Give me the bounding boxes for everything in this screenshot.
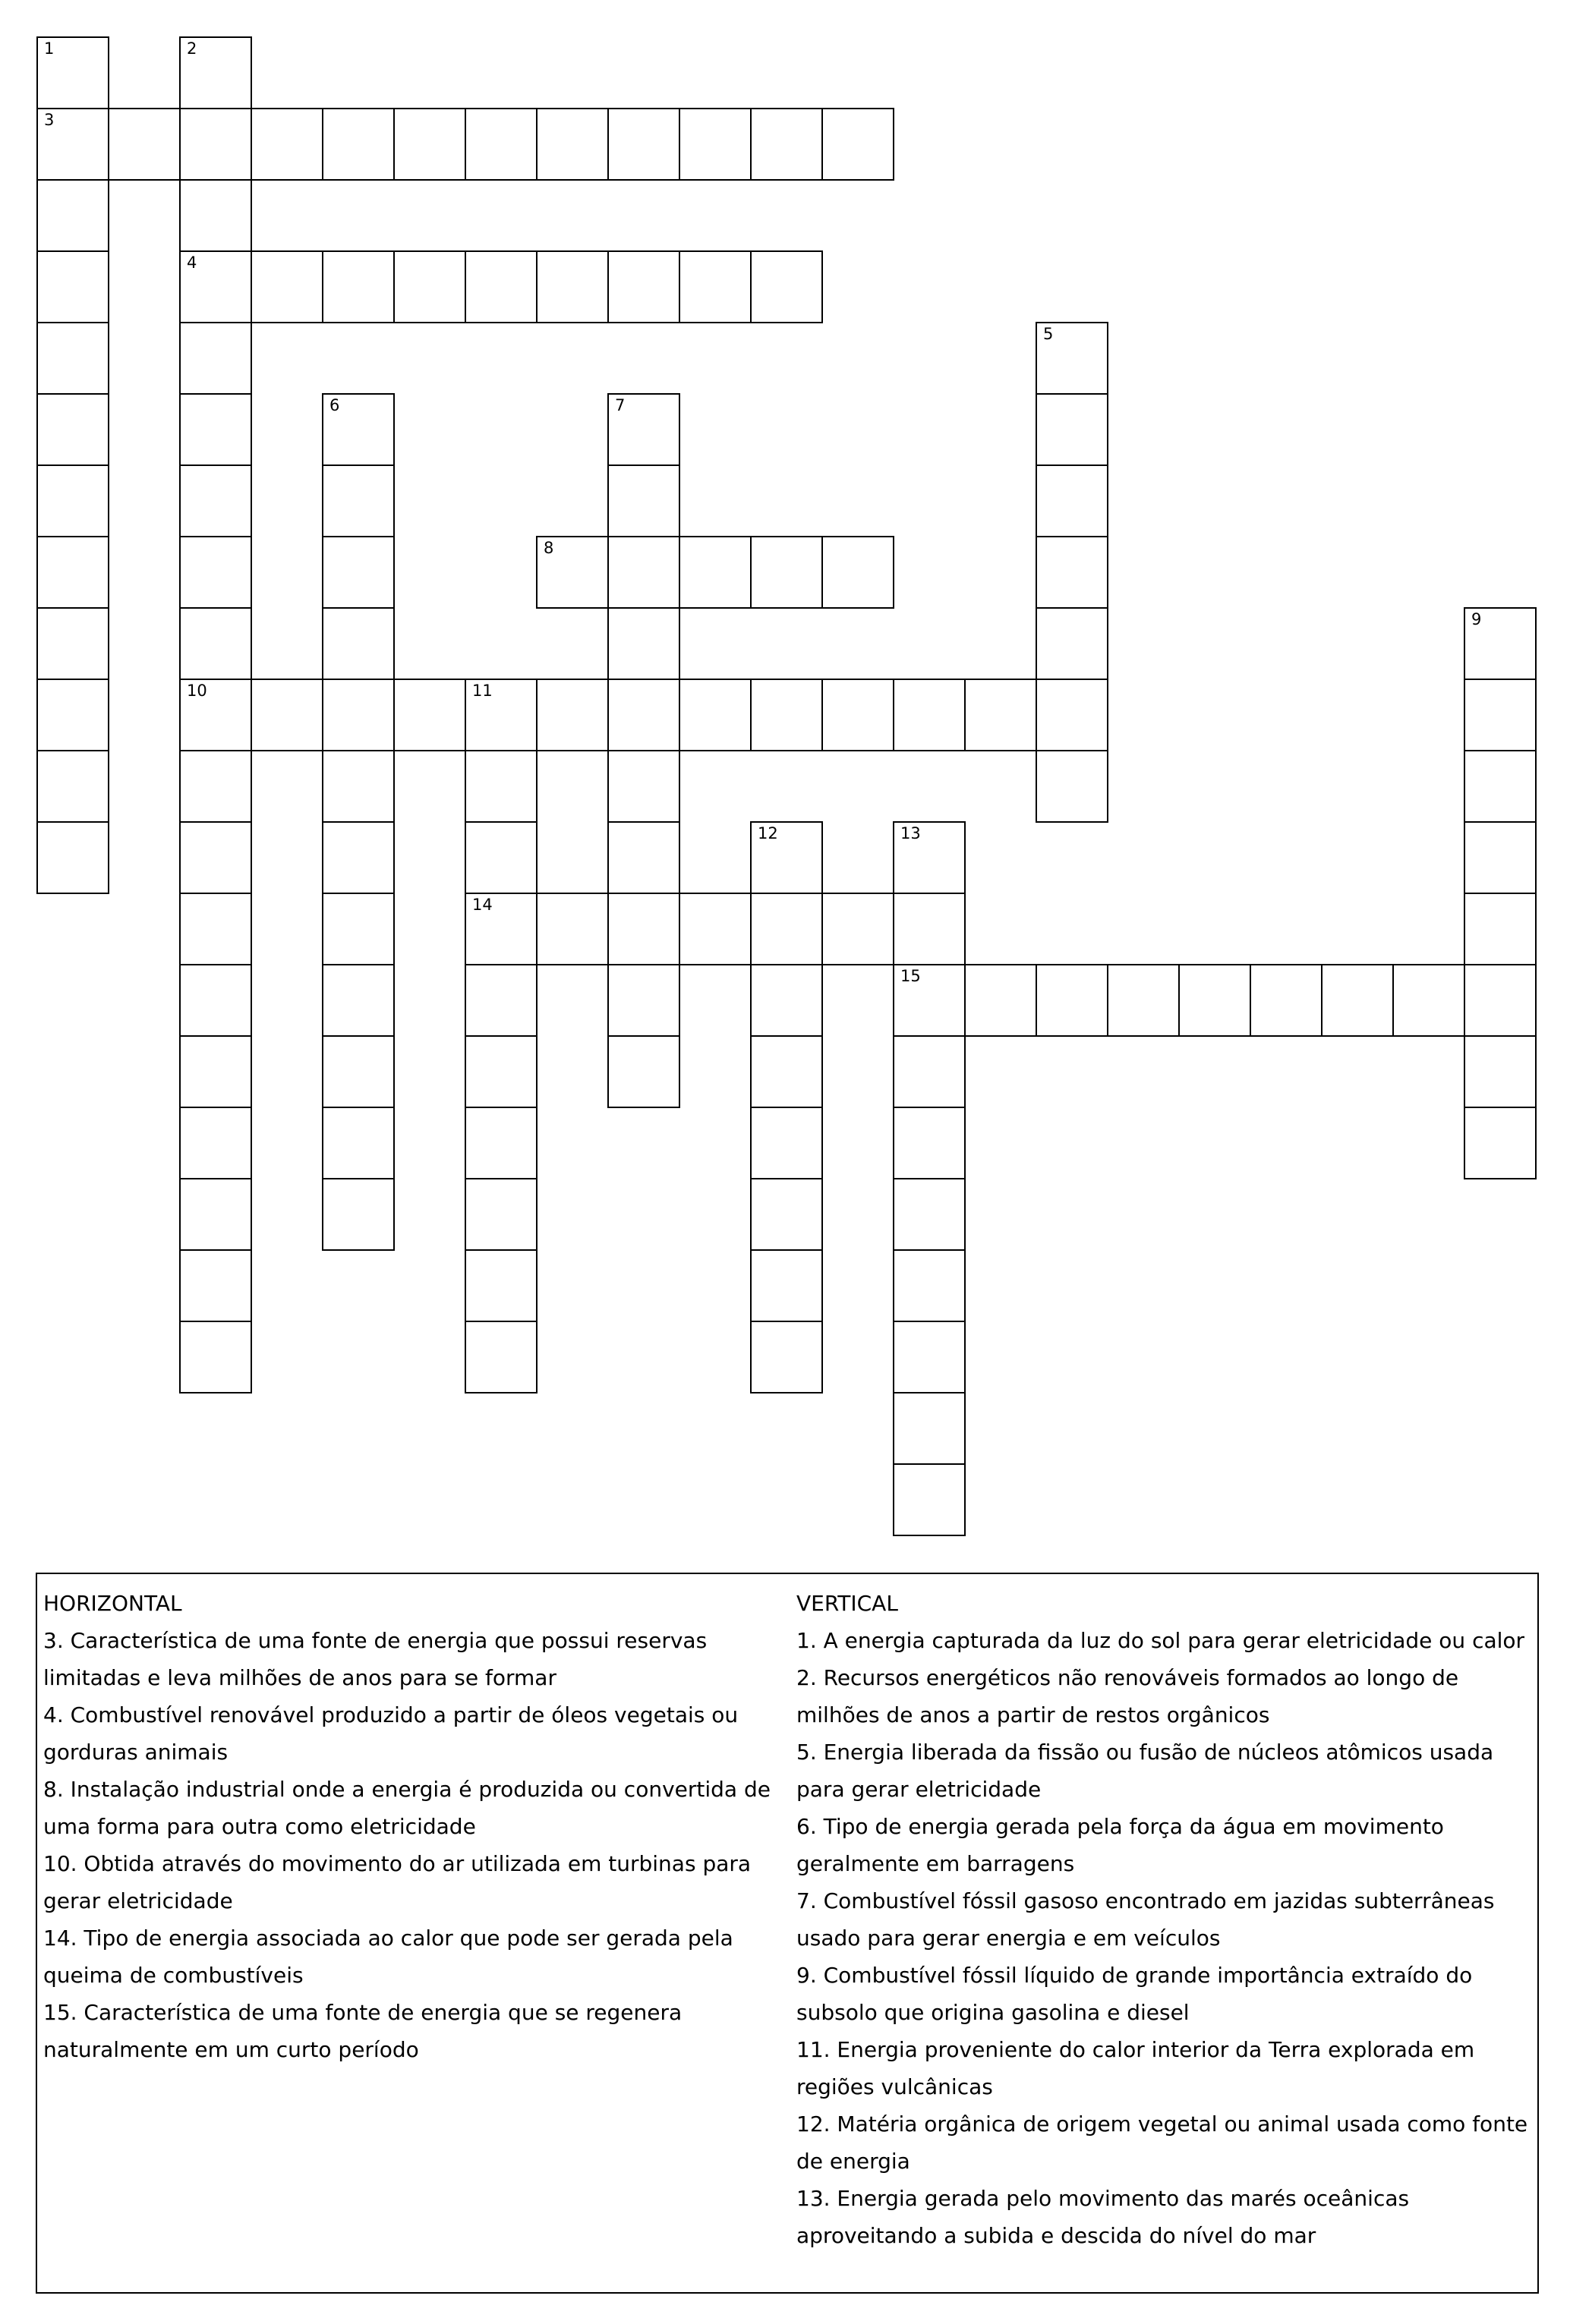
clue-across-8: 8. Instalação industrial onde a energia é produzida ou convertida de uma forma para outra como eletricidade <box>43 1777 771 1839</box>
grid-cell[interactable] <box>179 679 252 751</box>
grid-cell[interactable] <box>465 1178 538 1251</box>
grid-cell[interactable] <box>465 893 538 965</box>
grid-cell[interactable] <box>322 250 395 323</box>
grid-cell[interactable] <box>251 679 323 751</box>
grid-cell[interactable] <box>679 250 752 323</box>
clue-number: 5 <box>1043 325 1054 343</box>
grid-cell[interactable] <box>893 1392 966 1465</box>
grid-cell[interactable] <box>36 36 109 109</box>
grid-cell[interactable] <box>964 964 1037 1037</box>
grid-cell[interactable] <box>322 393 395 466</box>
grid-cell[interactable] <box>322 821 395 894</box>
grid-cell[interactable] <box>1036 679 1108 751</box>
grid-cell[interactable] <box>1036 536 1108 609</box>
grid-cell[interactable] <box>36 821 109 894</box>
grid-cell[interactable] <box>1464 821 1537 894</box>
clues-box <box>36 1573 1539 2294</box>
grid-cell[interactable] <box>750 1178 823 1251</box>
grid-cell[interactable] <box>322 1035 395 1108</box>
grid-cell[interactable] <box>1464 679 1537 751</box>
grid-cell[interactable] <box>251 250 323 323</box>
grid-cell[interactable] <box>179 821 252 894</box>
grid-cell[interactable] <box>679 108 752 181</box>
grid-cell[interactable] <box>322 964 395 1037</box>
grid-cell[interactable] <box>750 1107 823 1179</box>
grid-cell[interactable] <box>750 1035 823 1108</box>
grid-cell[interactable] <box>893 1178 966 1251</box>
grid-cell[interactable] <box>36 607 109 680</box>
clue-across-15: 15. Característica de uma fonte de energia que se regenera naturalmente em um curto período <box>43 2000 683 2062</box>
grid-cell[interactable] <box>465 821 538 894</box>
grid-cell[interactable] <box>1036 607 1108 680</box>
grid-cell[interactable] <box>179 1321 252 1393</box>
grid-cell[interactable] <box>1250 964 1323 1037</box>
grid-cell[interactable] <box>179 108 252 181</box>
grid-cell[interactable] <box>536 250 609 323</box>
grid-cell[interactable] <box>1464 607 1537 680</box>
grid-cell[interactable] <box>1178 964 1251 1037</box>
grid-cell[interactable] <box>1464 1107 1537 1179</box>
grid-cell[interactable] <box>1464 964 1537 1037</box>
grid-cell[interactable] <box>322 679 395 751</box>
grid-cell[interactable] <box>679 679 752 751</box>
clue-across-10: 10. Obtida através do movimento do ar utilizada em turbinas para gerar eletricidade <box>43 1851 752 1913</box>
grid-cell[interactable] <box>179 179 252 252</box>
grid-cell[interactable] <box>821 679 894 751</box>
grid-cell[interactable] <box>322 1107 395 1179</box>
grid-cell[interactable] <box>36 464 109 537</box>
grid-cell[interactable] <box>893 821 966 894</box>
down-heading: VERTICAL <box>796 1591 898 1616</box>
grid-cell[interactable] <box>750 821 823 894</box>
grid-cell[interactable] <box>393 679 466 751</box>
clue-across-3: 3. Característica de uma fonte de energia que possui reservas limitadas e leva milhões de anos para se formar <box>43 1628 708 1690</box>
clue-across-14: 14. Tipo de energia associada ao calor que pode ser gerada pela queima de combustíveis <box>43 1926 733 1988</box>
grid-cell[interactable] <box>750 250 823 323</box>
grid-cell[interactable] <box>536 893 609 965</box>
clue-down-5: 5. Energia liberada da fissão ou fusão de núcleos atômicos usada para gerar eletricidade <box>796 1740 1494 1802</box>
grid-cell[interactable] <box>750 679 823 751</box>
grid-cell[interactable] <box>465 1035 538 1108</box>
grid-cell[interactable] <box>607 464 680 537</box>
grid-cell[interactable] <box>893 1249 966 1322</box>
grid-cell[interactable] <box>179 322 252 395</box>
grid-cell[interactable] <box>536 108 609 181</box>
grid-cell[interactable] <box>607 679 680 751</box>
clue-down-1: 1. A energia capturada da luz do sol para gerar eletricidade ou calor <box>796 1628 1525 1653</box>
grid-cell[interactable] <box>179 750 252 823</box>
grid-cell[interactable] <box>179 964 252 1037</box>
grid-cell[interactable] <box>607 250 680 323</box>
grid-cell[interactable] <box>322 607 395 680</box>
grid-cell[interactable] <box>893 679 966 751</box>
grid-cell[interactable] <box>821 893 894 965</box>
grid-cell[interactable] <box>36 393 109 466</box>
grid-cell[interactable] <box>179 250 252 323</box>
grid-cell[interactable] <box>179 1035 252 1108</box>
grid-cell[interactable] <box>1036 464 1108 537</box>
grid-cell[interactable] <box>179 1178 252 1251</box>
grid-cell[interactable] <box>322 464 395 537</box>
grid-cell[interactable] <box>607 607 680 680</box>
grid-cell[interactable] <box>1464 750 1537 823</box>
grid-cell[interactable] <box>465 750 538 823</box>
clue-number: 12 <box>758 824 778 842</box>
grid-cell[interactable] <box>607 893 680 965</box>
grid-cell[interactable] <box>465 1321 538 1393</box>
clue-number: 15 <box>900 967 921 985</box>
grid-cell[interactable] <box>179 36 252 109</box>
grid-cell[interactable] <box>179 464 252 537</box>
grid-cell[interactable] <box>465 964 538 1037</box>
grid-cell[interactable] <box>179 536 252 609</box>
grid-cell[interactable] <box>36 679 109 751</box>
grid-cell[interactable] <box>607 108 680 181</box>
clue-number: 10 <box>187 682 207 700</box>
grid-cell[interactable] <box>679 536 752 609</box>
grid-cell[interactable] <box>465 1249 538 1322</box>
grid-cell[interactable] <box>607 536 680 609</box>
clue-down-12: 12. Matéria orgânica de origem vegetal ou animal usada como fonte de energia <box>796 2111 1528 2174</box>
grid-cell[interactable] <box>1036 964 1108 1037</box>
grid-cell[interactable] <box>536 536 609 609</box>
grid-cell[interactable] <box>322 108 395 181</box>
grid-cell[interactable] <box>322 750 395 823</box>
grid-cell[interactable] <box>821 536 894 609</box>
grid-cell[interactable] <box>750 1321 823 1393</box>
grid-cell[interactable] <box>1392 964 1465 1037</box>
grid-cell[interactable] <box>179 1107 252 1179</box>
grid-cell[interactable] <box>607 964 680 1037</box>
grid-cell[interactable] <box>36 179 109 252</box>
clue-down-9: 9. Combustível fóssil líquido de grande importância extraído do subsolo que origina gasolina e diesel <box>796 1963 1473 2025</box>
grid-cell[interactable] <box>536 679 609 751</box>
grid-cell[interactable] <box>465 1107 538 1179</box>
grid-cell[interactable] <box>465 679 538 751</box>
grid-cell[interactable] <box>322 1178 395 1251</box>
grid-cell[interactable] <box>393 250 466 323</box>
clue-number: 1 <box>44 39 55 58</box>
across-clues <box>43 1585 795 2068</box>
grid-cell[interactable] <box>607 750 680 823</box>
grid-cell[interactable] <box>179 1249 252 1322</box>
grid-cell[interactable] <box>893 1035 966 1108</box>
grid-cell[interactable] <box>36 108 109 181</box>
grid-cell[interactable] <box>393 108 466 181</box>
clue-number: 9 <box>1471 610 1482 628</box>
clue-down-6: 6. Tipo de energia gerada pela força da água em movimento geralmente em barragens <box>796 1814 1444 1876</box>
grid-cell[interactable] <box>1036 750 1108 823</box>
clue-across-4: 4. Combustível renovável produzido a partir de óleos vegetais ou gorduras animais <box>43 1702 739 1765</box>
grid-cell[interactable] <box>179 893 252 965</box>
grid-cell[interactable] <box>750 108 823 181</box>
grid-cell[interactable] <box>36 750 109 823</box>
down-clues <box>796 1585 1537 2254</box>
grid-cell[interactable] <box>893 1107 966 1179</box>
grid-cell[interactable] <box>179 393 252 466</box>
grid-cell[interactable] <box>36 536 109 609</box>
grid-cell[interactable] <box>465 250 538 323</box>
clue-number: 4 <box>187 253 197 272</box>
grid-cell[interactable] <box>750 964 823 1037</box>
clue-number: 13 <box>900 824 921 842</box>
grid-cell[interactable] <box>1464 893 1537 965</box>
grid-cell[interactable] <box>1036 322 1108 395</box>
grid-cell[interactable] <box>750 893 823 965</box>
clue-number: 2 <box>187 39 197 58</box>
clue-number: 7 <box>615 396 626 414</box>
grid-cell[interactable] <box>750 1249 823 1322</box>
across-heading: HORIZONTAL <box>43 1591 182 1616</box>
grid-cell[interactable] <box>1107 964 1180 1037</box>
clue-number: 6 <box>329 396 340 414</box>
grid-cell[interactable] <box>893 964 966 1037</box>
grid-cell[interactable] <box>322 536 395 609</box>
grid-cell[interactable] <box>1036 393 1108 466</box>
grid-cell[interactable] <box>964 679 1037 751</box>
grid-cell[interactable] <box>179 607 252 680</box>
grid-cell[interactable] <box>251 108 323 181</box>
grid-cell[interactable] <box>821 108 894 181</box>
clue-down-11: 11. Energia proveniente do calor interior da Terra explorada em regiões vulcânicas <box>796 2037 1475 2099</box>
clue-down-7: 7. Combustível fóssil gasoso encontrado em jazidas subterrâneas usado para gerar energia e em veículos <box>796 1888 1495 1951</box>
grid-cell[interactable] <box>679 893 752 965</box>
grid-cell[interactable] <box>607 393 680 466</box>
grid-cell[interactable] <box>465 108 538 181</box>
grid-cell[interactable] <box>607 821 680 894</box>
grid-cell[interactable] <box>108 108 181 181</box>
grid-cell[interactable] <box>893 893 966 965</box>
clue-down-13: 13. Energia gerada pelo movimento das marés oceânicas aproveitando a subida e descida do nível do mar <box>796 2186 1410 2248</box>
grid-cell[interactable] <box>607 1035 680 1108</box>
grid-cell[interactable] <box>322 893 395 965</box>
clue-down-2: 2. Recursos energéticos não renováveis formados ao longo de milhões de anos a partir de restos orgânicos <box>796 1665 1459 1727</box>
grid-cell[interactable] <box>893 1321 966 1393</box>
grid-cell[interactable] <box>750 536 823 609</box>
clue-number: 3 <box>44 111 55 129</box>
grid-cell[interactable] <box>1464 1035 1537 1108</box>
clue-number: 8 <box>544 539 554 557</box>
grid-cell[interactable] <box>36 322 109 395</box>
grid-cell[interactable] <box>1321 964 1394 1037</box>
clue-number: 14 <box>472 896 493 914</box>
grid-cell[interactable] <box>893 1463 966 1536</box>
clue-number: 11 <box>472 682 493 700</box>
grid-cell[interactable] <box>36 250 109 323</box>
